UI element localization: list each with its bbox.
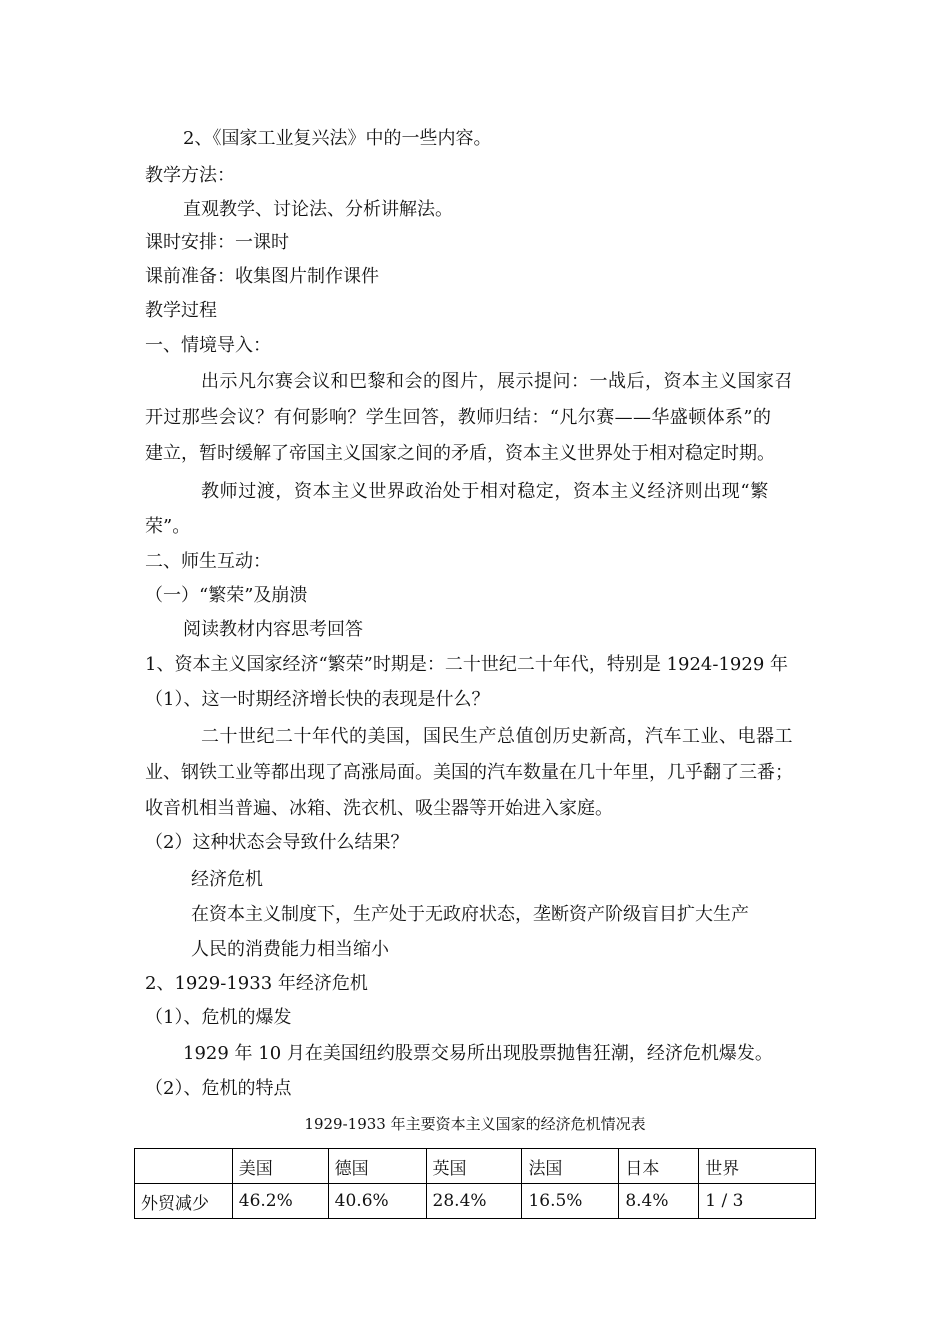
table-header-cell: 法国 [522,1149,619,1184]
text-line: 在资本主义制度下，生产处于无政府状态，垄断资产阶级盲目扩大生产 [191,904,749,925]
table-header-cell [135,1149,233,1184]
table-cell: 46.2% [232,1184,328,1219]
table-cell: 1 / 3 [699,1184,816,1219]
question-line: （2）这种状态会导致什么结果？ [145,832,409,853]
paragraph-line: 建立，暂时缓解了帝国主义国家之间的矛盾，资本主义世界处于相对稳定时期。 [145,443,775,464]
text-line: 阅读教材内容思考回答 [183,619,363,640]
crisis-table [134,1148,816,1219]
text-line: 人民的消费能力相当缩小 [191,939,389,960]
paragraph-line: 教师过渡，资本主义世界政治处于相对稳定，资本主义经济则出现“繁 [201,481,769,502]
text-line: 课前准备：收集图片制作课件 [145,266,379,287]
text-line: 经济危机 [191,869,263,890]
question-line: （2）、危机的特点 [145,1078,292,1099]
table-cell: 外贸减少 [135,1184,233,1219]
text-line: 1、资本主义国家经济“繁荣”时期是：二十世纪二十年代，特别是 1924-1929 年 [145,654,788,675]
paragraph-line: 开过那些会议？有何影响？学生回答，教师归结：“凡尔赛——华盛顿体系”的 [145,407,772,428]
text-line: 1929 年 10 月在美国纽约股票交易所出现股票抛售狂潮，经济危机爆发。 [183,1043,773,1064]
table-header-cell: 英国 [426,1149,522,1184]
table-cell: 16.5% [522,1184,619,1219]
section-heading: 二、师生互动： [145,551,271,572]
heading-teaching-method: 教学方法： [145,165,235,186]
question-line: （1）、这一时期经济增长快的表现是什么？ [145,689,490,710]
section-heading: 一、情境导入： [145,335,271,356]
heading-teaching-process: 教学过程 [145,300,217,321]
paragraph-line: 二十世纪二十年代的美国，国民生产总值创历史新高，汽车工业、电器工 [201,726,793,747]
text-line: 2、1929-1933 年经济危机 [145,973,368,994]
table-row [135,1184,816,1219]
paragraph-line: 出示凡尔赛会议和巴黎和会的图片，展示提问：一战后，资本主义国家召 [201,371,793,392]
text-line: 课时安排：一课时 [145,232,289,253]
paragraph-line: 荣”。 [145,516,191,537]
question-line: （1）、危机的爆发 [145,1007,292,1028]
text-line: 直观教学、讨论法、分析讲解法。 [183,199,453,220]
paragraph-line: 收音机相当普遍、冰箱、洗衣机、吸尘器等开始进入家庭。 [145,798,613,819]
table-header-cell: 世界 [699,1149,816,1184]
table-cell: 40.6% [328,1184,426,1219]
table-caption: 1929-1933 年主要资本主义国家的经济危机情况表 [304,1115,646,1133]
table-header-row [135,1149,816,1184]
table-header-cell: 德国 [328,1149,426,1184]
table-cell: 8.4% [619,1184,699,1219]
paragraph-line: 业、钢铁工业等都出现了高涨局面。美国的汽车数量在几十年里，几乎翻了三番； [145,762,793,783]
text-line: 2、《国家工业复兴法》中的一些内容。 [183,128,492,149]
subsection-heading: （一）“繁荣”及崩溃 [145,585,308,606]
table-header-cell: 日本 [619,1149,699,1184]
table-header-cell: 美国 [232,1149,328,1184]
table-cell: 28.4% [426,1184,522,1219]
